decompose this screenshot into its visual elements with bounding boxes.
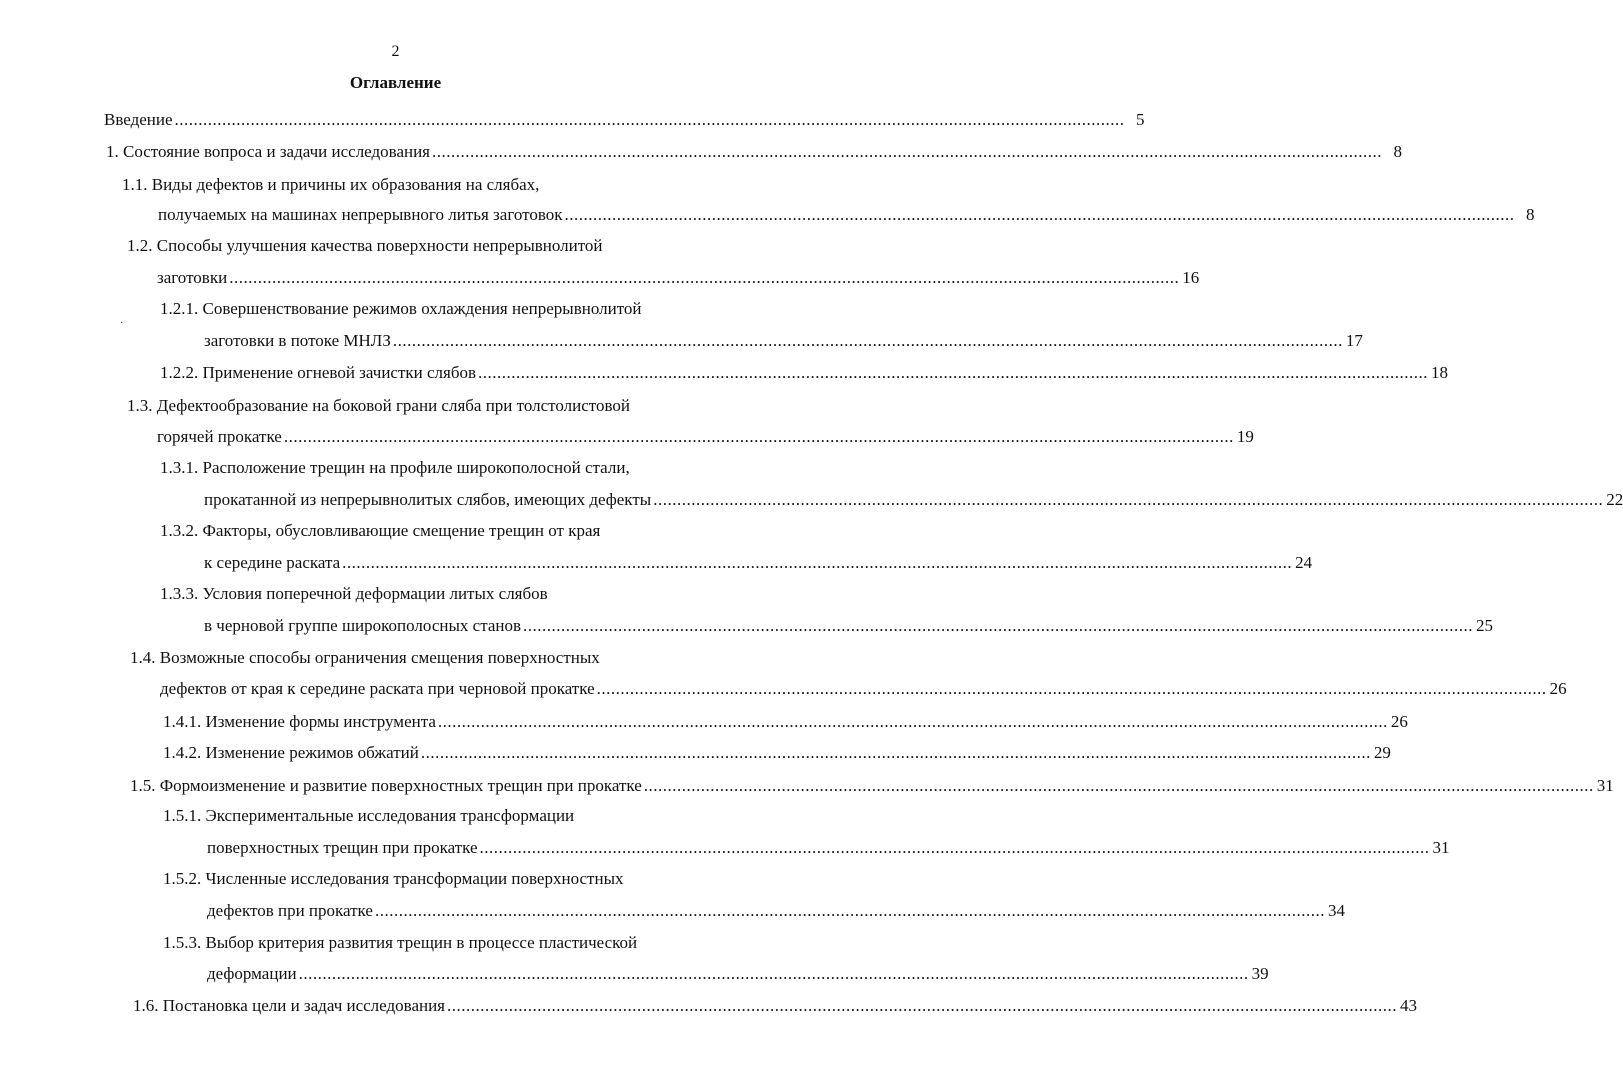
- toc-entry-text: 1.3.2. Факторы, обусловливающие смещение трещин от края: [160, 521, 601, 540]
- toc-entry: [157, 427, 1254, 447]
- toc-leader-dots: ........................................................................................................................................................................................................: [174, 110, 1125, 129]
- toc-entry-text: Введение: [104, 110, 173, 129]
- toc-entry-text: 1.2.2. Применение огневой зачистки слябов: [160, 363, 477, 382]
- toc-page-number: 39: [1251, 964, 1269, 983]
- toc-entry: [106, 142, 1403, 162]
- toc-leader-dots: ........................................................................................................................................................................................................: [420, 743, 1371, 762]
- toc-leader-dots: ........................................................................................................................................................................................................: [298, 964, 1249, 983]
- toc-page-number: 29: [1373, 743, 1391, 762]
- toc-entry-text: 1.2. Способы улучшения качества поверхности непрерывнолитой: [127, 236, 603, 255]
- toc-entry: [160, 521, 600, 541]
- toc-entry-text: поверхностных трещин при прокатке: [207, 838, 478, 857]
- toc-entry: [204, 490, 1623, 510]
- toc-page-number: 26: [1549, 679, 1567, 698]
- toc-entry: [163, 712, 1408, 732]
- toc-leader-dots: ........................................................................................................................................................................................................: [479, 838, 1430, 857]
- toc-entry: [207, 838, 1450, 858]
- toc-entry: [127, 236, 603, 256]
- toc-entry: [122, 175, 539, 195]
- toc-leader-dots: ........................................................................................................................................................................................................: [342, 553, 1293, 572]
- toc-page-number: 17: [1345, 331, 1363, 350]
- toc-entry-text: 1. Состояние вопроса и задачи исследования: [106, 142, 431, 161]
- toc-leader-dots: ........................................................................................................................................................................................................: [478, 363, 1429, 382]
- toc-entry-text: деформации: [207, 964, 297, 983]
- toc-entry-text: 1.4.2. Изменение режимов обжатий: [163, 743, 419, 762]
- toc-page-number: 18: [1431, 363, 1449, 382]
- toc-entry-text: заготовки в потоке МНЛЗ: [204, 331, 391, 350]
- toc-entry-text: 1.5.3. Выбор критерия развития трещин в процессе пластической: [163, 933, 638, 952]
- toc-entry-text: в черновой группе широкополосных станов: [204, 616, 521, 635]
- toc-entry: [163, 933, 637, 953]
- toc-entry-text: 1.1. Виды дефектов и причины их образования на слябах,: [122, 175, 540, 194]
- toc-leader-dots: ........................................................................................................................................................................................................: [437, 712, 1388, 731]
- toc-leader-dots: ........................................................................................................................................................................................................: [283, 427, 1234, 446]
- toc-entry: [157, 268, 1200, 288]
- toc-entry: [163, 743, 1391, 763]
- toc-leader-dots: ........................................................................................................................................................................................................: [653, 490, 1604, 509]
- toc-page-number: 43: [1400, 996, 1418, 1015]
- toc-leader-dots: ........................................................................................................................................................................................................: [392, 331, 1343, 350]
- toc-entry: [160, 363, 1449, 383]
- toc-entry: [158, 205, 1535, 225]
- toc-entry-text: прокатанной из непрерывнолитых слябов, имеющих дефекты: [204, 490, 652, 509]
- toc-page-number: 34: [1327, 901, 1345, 920]
- toc-entry: [127, 396, 630, 416]
- toc-entry-text: к середине раската: [204, 553, 341, 572]
- toc-leader-dots: ........................................................................................................................................................................................................: [374, 901, 1325, 920]
- toc-entry: [207, 901, 1345, 921]
- toc-entry-text: 1.3.1. Расположение трещин на профиле широкополосной стали,: [160, 458, 630, 477]
- page-number: 2: [391, 43, 400, 60]
- toc-entry: [204, 553, 1313, 573]
- toc-leader-dots: ........................................................................................................................................................................................................: [643, 776, 1594, 795]
- toc-leader-dots: ........................................................................................................................................................................................................: [229, 268, 1180, 287]
- toc-page-number: 22: [1606, 490, 1623, 509]
- toc-page-number: 8: [1526, 205, 1535, 224]
- toc-entry: [207, 964, 1269, 984]
- toc-leader-dots: ........................................................................................................................................................................................................: [523, 616, 1473, 635]
- toc-entry-text: дефектов при прокатке: [207, 901, 373, 920]
- toc-entry-text: дефектов от края к середине раската при черновой прокатке: [160, 679, 595, 698]
- toc-entry-text: горячей прокатке: [157, 427, 282, 446]
- toc-page-number: 24: [1295, 553, 1313, 572]
- toc-entry: [160, 584, 548, 604]
- toc-leader-dots: ........................................................................................................................................................................................................: [432, 142, 1383, 161]
- toc-entry-text: 1.3. Дефектообразование на боковой грани сляба при толстолистовой: [127, 396, 630, 415]
- toc-leader-dots: ........................................................................................................................................................................................................: [564, 205, 1515, 224]
- toc-entry-text: 1.6. Постановка цели и задач исследования: [133, 996, 446, 1015]
- toc-page-number: 25: [1476, 616, 1493, 635]
- toc-page-number: 26: [1390, 712, 1408, 731]
- toc-page-number: 8: [1393, 142, 1403, 161]
- toc-entry-text: заготовки: [157, 268, 228, 287]
- toc-entry: [160, 458, 630, 478]
- toc-page-number: 31: [1432, 838, 1450, 857]
- toc-entry: [160, 299, 642, 319]
- stray-mark: ·: [120, 318, 124, 329]
- toc-title: Оглавление: [349, 73, 442, 92]
- toc-entry-text: 1.2.1. Совершенствование режимов охлаждения непрерывнолитой: [160, 299, 642, 318]
- toc-entry-text: 1.5.2. Численные исследования трансформации поверхностных: [163, 869, 624, 888]
- toc-entry: [204, 331, 1363, 351]
- toc-entry: [160, 679, 1567, 699]
- toc-page-number: 16: [1182, 268, 1200, 287]
- toc-entry: [163, 869, 624, 889]
- toc-page-number: 31: [1596, 776, 1614, 795]
- toc-leader-dots: ........................................................................................................................................................................................................: [596, 679, 1547, 698]
- toc-page-number: 5: [1136, 110, 1145, 129]
- toc-entry-text: 1.4. Возможные способы ограничения смещения поверхностных: [130, 648, 600, 667]
- toc-entry: [130, 648, 600, 668]
- toc-page-number: 19: [1236, 427, 1254, 446]
- toc-entry-text: 1.4.1. Изменение формы инструмента: [163, 712, 436, 731]
- toc-entry-text: 1.5. Формоизменение и развитие поверхностных трещин при прокатке: [130, 776, 642, 795]
- toc-entry: [163, 806, 574, 826]
- toc-leader-dots: ........................................................................................................................................................................................................: [447, 996, 1398, 1015]
- toc-entry-text: 1.5.1. Экспериментальные исследования трансформации: [163, 806, 575, 825]
- toc-entry-text: получаемых на машинах непрерывного литья заготовок: [158, 205, 563, 224]
- toc-entry: [204, 616, 1493, 636]
- toc-entry-text: 1.3.3. Условия поперечной деформации литых слябов: [160, 584, 548, 603]
- toc-entry: [133, 996, 1418, 1016]
- toc-entry: [104, 110, 1145, 130]
- toc-entry: [130, 776, 1614, 796]
